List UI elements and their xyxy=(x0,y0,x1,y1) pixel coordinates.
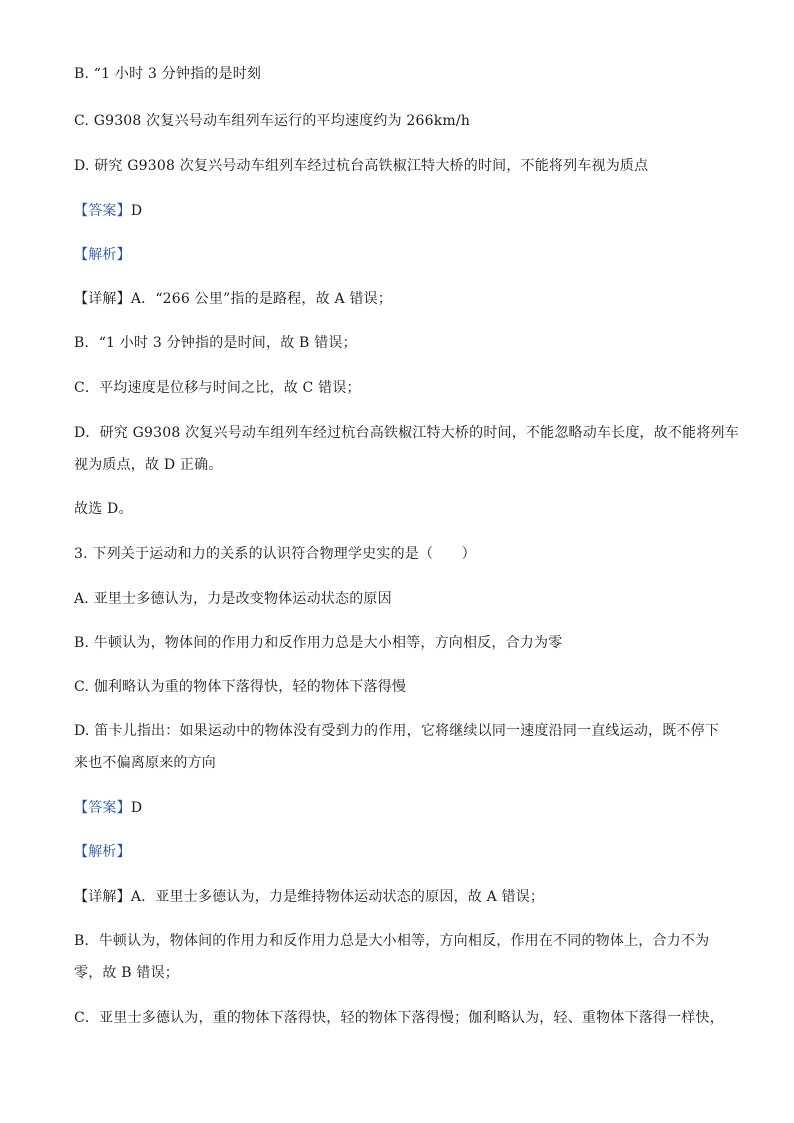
q2-option-d: D. 研究 G9308 次复兴号动车组列车经过杭台高铁椒江特大桥的时间，不能将列车视为质点 xyxy=(74,158,649,174)
q3-option-c: C. 伽利略认为重的物体下落得快，轻的物体下落得慢 xyxy=(74,679,407,695)
q2-analysis-tag: 【解析】 xyxy=(74,247,131,263)
q2-detail-a xyxy=(74,289,392,309)
q3-option-d-line2: 来也不偏离原来的方向 xyxy=(74,755,216,771)
detail-a-text: A．亚里士多德认为，力是维持物体运动状态的原因，故 A 错误； xyxy=(130,889,545,905)
q2-detail-b: B．“1 小时 3 分钟指的是时间，故 B 错误； xyxy=(74,335,357,351)
q3-analysis-tag: 【解析】 xyxy=(74,844,131,860)
q3-option-d-line1: D. 笛卡儿指出：如果运动中的物体没有受到力的作用，它将继续以同一速度沿同一直线运动，既不停下 xyxy=(74,723,720,739)
q3-option-b: B. 牛顿认为，物体间的作用力和反作用力总是大小相等，方向相反，合力为零 xyxy=(74,635,563,651)
detail-tag: 【详解】 xyxy=(74,889,131,905)
q3-option-a: A. 亚里士多德认为，力是改变物体运动状态的原因 xyxy=(74,591,392,607)
detail-tag: 【详解】 xyxy=(74,291,131,307)
q2-detail-d-line2: 视为质点，故 D 正确。 xyxy=(74,457,223,473)
q2-option-c: C. G9308 次复兴号动车组列车运行的平均速度约为 266km/h xyxy=(74,113,471,129)
q3-stem: 3. 下列关于运动和力的关系的认识符合物理学史实的是（ ） xyxy=(74,546,476,562)
answer-tag: 【答案】 xyxy=(74,203,131,219)
q2-option-b: B. “1 小时 3 分钟指的是时刻 xyxy=(74,66,262,82)
q2-answer xyxy=(74,201,142,221)
q3-answer xyxy=(74,798,142,818)
q3-detail-b-line1: B．牛顿认为，物体间的作用力和反作用力总是大小相等，方向相反，作用在不同的物体上，合力不为 xyxy=(74,933,710,949)
q3-detail-c: C．亚里士多德认为，重的物体下落得快，轻的物体下落得慢；伽利略认为，轻、重物体下落得一样快， xyxy=(74,1010,724,1026)
q2-conclusion: 故选 D。 xyxy=(74,501,133,517)
answer-value: D xyxy=(130,800,143,816)
q2-detail-c: C．平均速度是位移与时间之比，故 C 错误； xyxy=(74,380,361,396)
q2-detail-d-line1: D．研究 G9308 次复兴号动车组列车经过杭台高铁椒江特大桥的时间，不能忽略动车长度，故不能将列车 xyxy=(74,425,739,441)
answer-value: D xyxy=(130,203,143,219)
q3-detail-b-line2: 零，故 B 错误； xyxy=(74,965,179,981)
answer-tag: 【答案】 xyxy=(74,800,131,816)
detail-a-text: A．“266 公里”指的是路程，故 A 错误； xyxy=(130,291,393,307)
q3-detail-a xyxy=(74,887,544,907)
